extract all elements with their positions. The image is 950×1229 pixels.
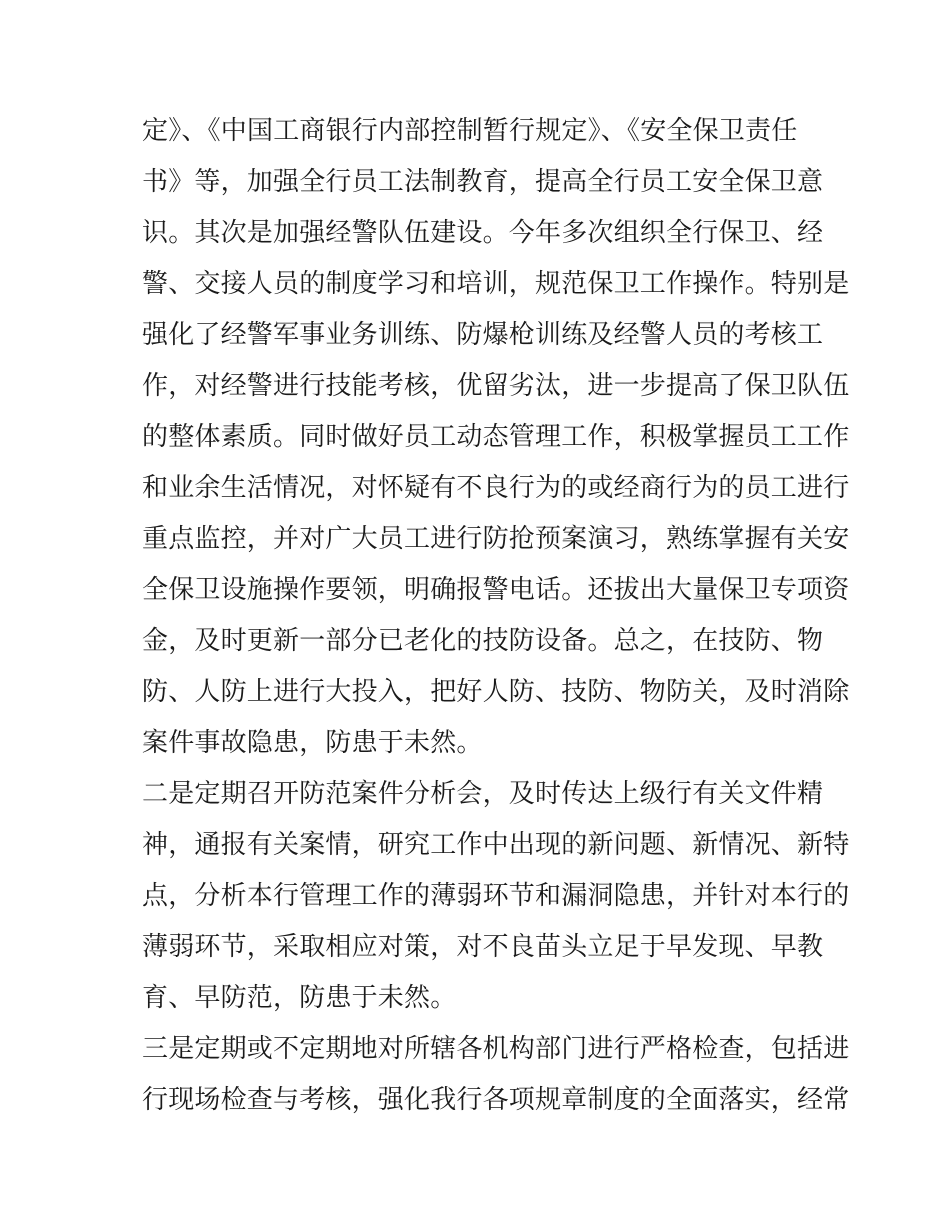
document-body <box>142 106 850 1126</box>
text-line: 案件事故隐患，防患于未然。 <box>142 728 483 758</box>
text-line: 神，通报有关案情，研究工作中出现的新问题、新情况、新特 <box>142 830 850 860</box>
text-line: 二是定期召开防范案件分析会，及时传达上级行有关文件精 <box>142 779 824 809</box>
text-line: 金，及时更新一部分已老化的技防设备。总之，在技防、物 <box>142 626 824 656</box>
text-line: 书》等，加强全行员工法制教育，提高全行员工安全保卫意 <box>142 167 824 197</box>
text-line: 作，对经警进行技能考核，优留劣汰，进一步提高了保卫队伍 <box>142 371 850 401</box>
text-line: 识。其次是加强经警队伍建设。今年多次组织全行保卫、经 <box>142 218 824 248</box>
text-line: 警、交接人员的制度学习和培训，规范保卫工作操作。特别是 <box>142 269 850 299</box>
text-line: 的整体素质。同时做好员工动态管理工作，积极掌握员工工作 <box>142 422 850 452</box>
text-line: 三是定期或不定期地对所辖各机构部门进行严格检查，包括进 <box>142 1034 850 1064</box>
text-line: 点，分析本行管理工作的薄弱环节和漏洞隐患，并针对本行的 <box>142 881 850 911</box>
text-line: 防、人防上进行大投入，把好人防、技防、物防关，及时消除 <box>142 677 850 707</box>
text-line: 行现场检查与考核，强化我行各项规章制度的全面落实，经常 <box>142 1085 850 1115</box>
text-line: 重点监控，并对广大员工进行防抢预案演习，熟练掌握有关安 <box>142 524 850 554</box>
text-line: 和业余生活情况，对怀疑有不良行为的或经商行为的员工进行 <box>142 473 850 503</box>
text-line: 育、早防范，防患于未然。 <box>142 983 457 1013</box>
text-line: 全保卫设施操作要领，明确报警电话。还拔出大量保卫专项资 <box>142 575 850 605</box>
text-line: 定》、《中国工商银行内部控制暂行规定》、《安全保卫责任 <box>142 116 798 146</box>
text-line: 强化了经警军事业务训练、防爆枪训练及经警人员的考核工 <box>142 320 824 350</box>
text-line: 薄弱环节，采取相应对策，对不良苗头立足于早发现、早教 <box>142 932 824 962</box>
